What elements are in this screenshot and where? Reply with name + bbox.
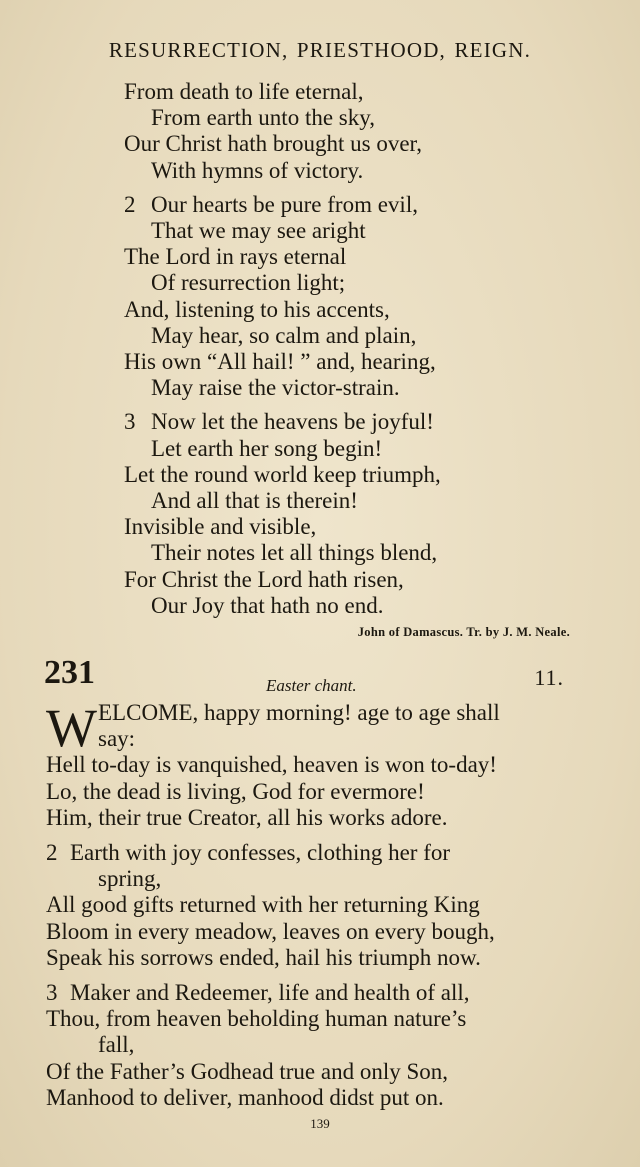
- running-head: RESURRECTION, PRIESTHOOD, REIGN.: [108, 38, 532, 62]
- verse-line: Of the Father’s Godhead true and only Son,: [46, 1058, 448, 1084]
- stanza: [0, 79, 640, 184]
- verse-line-continuation: fall,: [98, 1032, 135, 1058]
- stanza: [0, 700, 640, 831]
- verse-line: And all that is therein!: [151, 488, 358, 514]
- verse-line: Manhood to deliver, manhood didst put on.: [46, 1084, 444, 1110]
- verse-line: His own “All hail! ” and, hearing,: [124, 349, 436, 375]
- verse-line: Bloom in every meadow, leaves on every bough,: [46, 918, 495, 944]
- verse-line: For Christ the Lord hath risen,: [124, 566, 404, 592]
- verse-line: And, listening to his accents,: [124, 296, 390, 322]
- verse-line: [0, 192, 640, 218]
- verse-line: Lo, the dead is living, God for evermore!: [46, 778, 425, 804]
- verse-line: Let earth her song begin!: [151, 435, 383, 461]
- stanza: [0, 409, 640, 619]
- verse-line-text: Earth with joy confesses, clothing her for: [70, 840, 451, 866]
- stanza-number: 2: [46, 840, 58, 866]
- verse-line: [0, 409, 640, 435]
- verse-line: May raise the victor-strain.: [151, 375, 400, 401]
- verse-line: ELCOME, happy morning! age to age shall: [98, 700, 500, 725]
- verse-line: Thou, from heaven beholding human nature’s: [46, 1006, 467, 1032]
- hymn-meter: 11.: [534, 665, 564, 690]
- verse-line: Speak his sorrows ended, hail his triumph now.: [46, 944, 481, 970]
- verse-line: [0, 980, 640, 1006]
- verse-line-text: Now let the heavens be joyful!: [151, 409, 434, 435]
- verse-line: Him, their true Creator, all his works adore.: [46, 804, 448, 830]
- page-number: 139: [310, 1116, 330, 1131]
- hymn-230-text: [0, 79, 640, 627]
- stanza-number: 3: [124, 409, 136, 435]
- hymn-attribution: John of Damascus. Tr. by J. M. Neale.: [357, 625, 570, 639]
- verse-line-continuation: say:: [98, 726, 136, 752]
- hymn-231-text: [0, 700, 640, 1120]
- verse-line: That we may see aright: [151, 218, 366, 244]
- hymn-number: 231: [44, 654, 95, 691]
- stanza: [0, 192, 640, 402]
- stanza-number: 2: [124, 191, 136, 217]
- drop-cap: W: [46, 698, 97, 758]
- verse-line: Our Joy that hath no end.: [151, 592, 384, 618]
- stanza: [0, 980, 640, 1111]
- verse-line: Our Christ hath brought us over,: [124, 131, 423, 157]
- tune-name: Easter chant.: [266, 676, 357, 695]
- verse-line: From death to life eternal,: [124, 79, 364, 104]
- verse-line: Invisible and visible,: [124, 514, 317, 540]
- verse-line: May hear, so calm and plain,: [151, 322, 417, 348]
- verse-line: [0, 840, 640, 866]
- verse-line: All good gifts returned with her returning King: [46, 892, 480, 918]
- verse-line: Let the round world keep triumph,: [124, 461, 441, 487]
- verse-line-text: Maker and Redeemer, life and health of all,: [70, 980, 470, 1006]
- verse-line: With hymns of victory.: [151, 157, 364, 183]
- verse-line-text: Our hearts be pure from evil,: [151, 191, 418, 217]
- verse-line: Of resurrection light;: [151, 270, 346, 296]
- verse-line: Hell to-day is vanquished, heaven is won to-day!: [46, 752, 497, 778]
- verse-line-continuation: spring,: [98, 866, 162, 892]
- verse-line: Their notes let all things blend,: [151, 540, 438, 566]
- verse-line: The Lord in rays eternal: [124, 244, 347, 270]
- stanza: [0, 840, 640, 971]
- stanza-number: 3: [46, 980, 58, 1006]
- verse-line: From earth unto the sky,: [151, 105, 376, 131]
